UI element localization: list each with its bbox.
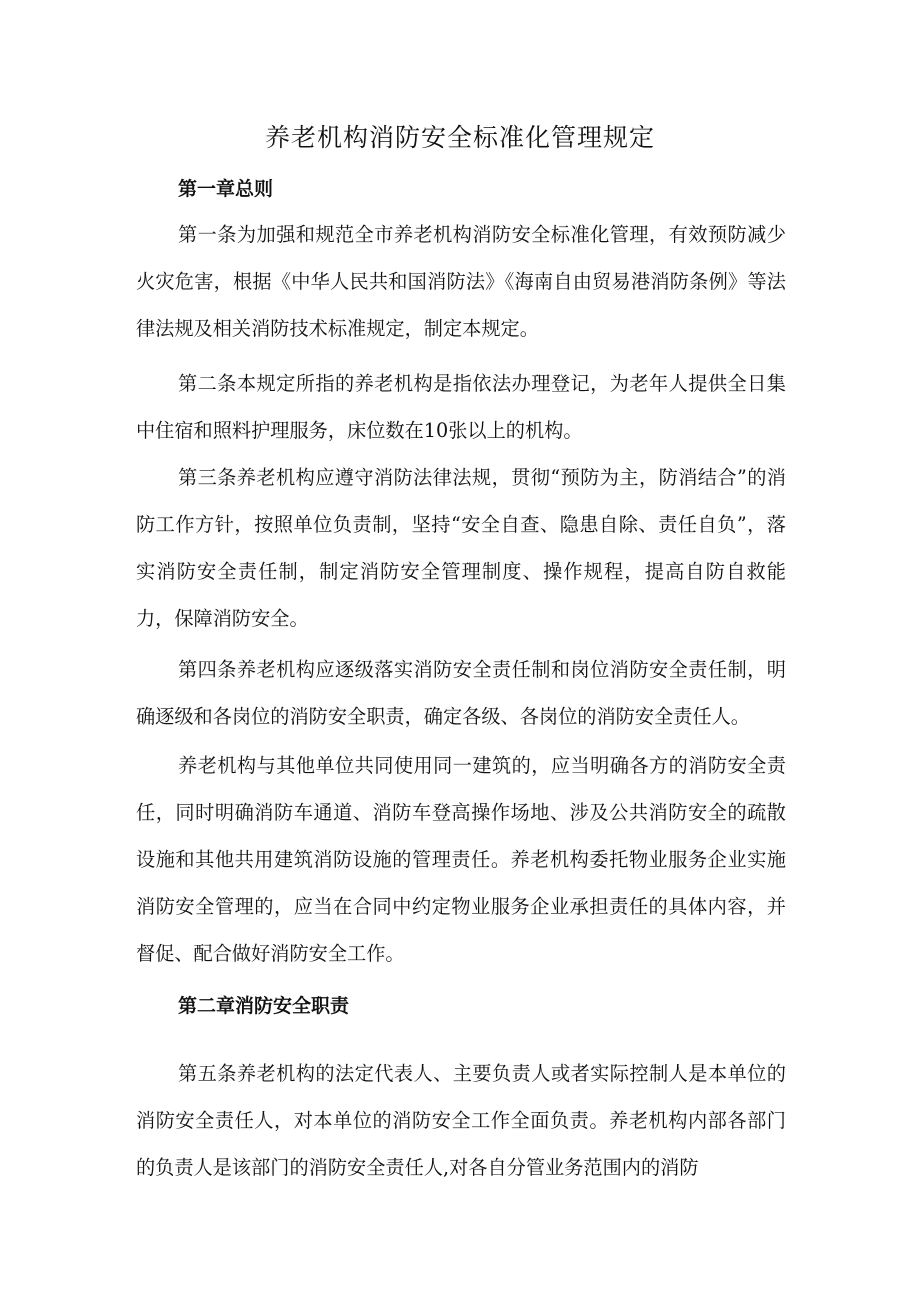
- paragraph-article-5: 第五条养老机构的法定代表人、主要负责人或者实际控制人是本单位的消防安全责任人，对本单位的消防安全工作全面负责。养老机构内部各部门的负责人是该部门的消防安全责任人,对各自分管业务范围内的消防: [136, 1062, 786, 1179]
- chapter-1-heading: 第一章总则: [178, 178, 274, 200]
- paragraph-article-2: 第二条本规定所指的养老机构是指依法办理登记，为老年人提供全日集中住宿和照料护理服务，床位数在10张以上的机构。: [136, 372, 786, 442]
- paragraph-article-4: 第四条养老机构应逐级落实消防安全责任制和岗位消防安全责任制，明确逐级和各岗位的消防安全职责，确定各级、各岗位的消防安全责任人。: [136, 658, 786, 728]
- paragraph-article-1: 第一条为加强和规范全市养老机构消防安全标准化管理，有效预防减少火灾危害，根据《中华人民共和国消防法》《海南自由贸易港消防条例》等法律法规及相关消防技术标准规定，制定本规定。: [136, 223, 786, 340]
- paragraph-article-3: 第三条养老机构应遵守消防法律法规，贯彻“预防为主，防消结合”的消防工作方针，按照单位负责制，坚持“安全自查、隐患自除、责任自负”，落实消防安全责任制，制定消防安全管理制度、操作规程，提高自防自救能力，保障消防安全。: [136, 466, 786, 630]
- paragraph-article-4-shared-building: 养老机构与其他单位共同使用同一建筑的，应当明确各方的消防安全责任，同时明确消防车通道、消防车登高操作场地、涉及公共消防安全的疏散设施和其他共用建筑消防设施的管理责任。养老机构委托物业服务企业实施消防安全管理的，应当在合同中约定物业服务企业承担责任的具体内容，并督促、配合做好消防安全工作。: [136, 754, 786, 965]
- document-title: 养老机构消防安全标准化管理规定: [264, 123, 655, 152]
- chapter-2-heading: 第二章消防安全职责: [178, 995, 350, 1017]
